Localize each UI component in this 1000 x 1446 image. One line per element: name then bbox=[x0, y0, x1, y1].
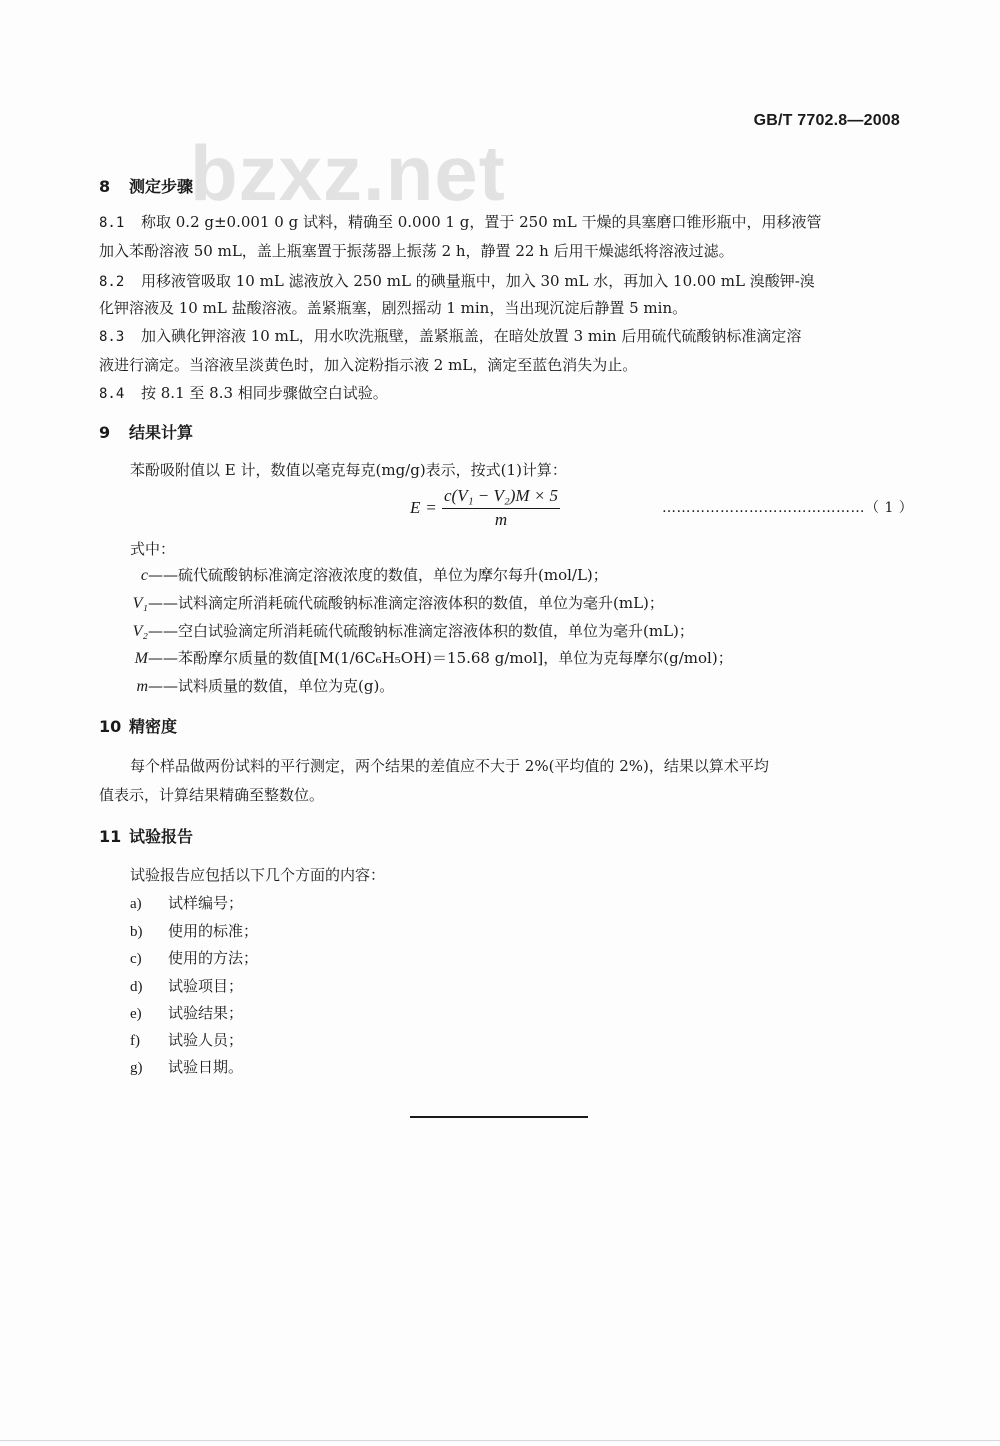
clause-number: 8.2 bbox=[99, 274, 125, 290]
clause-8-4 bbox=[99, 382, 388, 403]
list-marker: e) bbox=[130, 1006, 142, 1022]
list-marker: d) bbox=[130, 979, 143, 995]
definition-symbol: V₁ bbox=[132, 595, 148, 612]
end-of-standard-rule bbox=[410, 1116, 588, 1118]
section-number: 8 bbox=[99, 177, 111, 196]
definition-text: ——空白试验滴定所消耗硫代硫酸钠标准滴定溶液体积的数值，单位为毫升(mL)； bbox=[148, 622, 694, 640]
list-marker: a) bbox=[130, 896, 142, 912]
formula-denominator: m bbox=[494, 510, 508, 529]
list-item bbox=[130, 975, 243, 996]
list-text: 试样编号； bbox=[168, 894, 244, 912]
report-intro: 试验报告应包括以下几个方面的内容： bbox=[130, 866, 386, 884]
clause-text: 加入碘化钾溶液 10 mL，用水吹洗瓶壁，盖紧瓶盖，在暗处放置 3 min 后用硫代硫酸钠标准滴定溶 bbox=[141, 327, 802, 345]
definition-c bbox=[118, 564, 608, 585]
definition-molar-mass bbox=[118, 647, 733, 668]
list-text: 使用的标准； bbox=[168, 922, 259, 940]
formula-fraction bbox=[442, 486, 560, 530]
clause-8-1-line-2: 加入苯酚溶液 50 mL，盖上瓶塞置于振荡器上振荡 2 h，静置 22 h 后用干燥滤纸将溶液过滤。 bbox=[99, 242, 734, 260]
list-marker: b) bbox=[130, 924, 143, 940]
definition-symbol: V₂ bbox=[132, 623, 148, 640]
clause-number: 8.3 bbox=[99, 329, 125, 345]
clause-text: 用移液管吸取 10 mL 滤液放入 250 mL 的碘量瓶中，加入 30 mL 水，再加入 10.00 mL 溴酸钾-溴 bbox=[141, 272, 815, 290]
formula-1 bbox=[410, 486, 560, 530]
list-text: 试验日期。 bbox=[168, 1058, 244, 1076]
clause-8-3-line-2: 液进行滴定。当溶液呈淡黄色时，加入淀粉指示液 2 mL，滴定至蓝色消失为止。 bbox=[99, 356, 638, 374]
definition-symbol: c bbox=[140, 567, 148, 584]
list-item bbox=[130, 892, 243, 913]
list-item bbox=[130, 920, 258, 941]
clause-number: 8.1 bbox=[99, 215, 125, 231]
clause-text: 按 8.1 至 8.3 相同步骤做空白试验。 bbox=[141, 384, 388, 402]
list-text: 试验人员； bbox=[168, 1031, 244, 1049]
list-marker: g) bbox=[130, 1060, 143, 1076]
clause-number: 8.4 bbox=[99, 386, 125, 402]
standard-code: GB/T 7702.8—2008 bbox=[753, 112, 900, 129]
precision-line-1: 每个样品做两份试料的平行测定，两个结果的差值应不大于 2%(平均值的 2%)，结果以算术平均 bbox=[130, 757, 769, 775]
section-11-heading bbox=[99, 824, 193, 847]
section-9-heading bbox=[99, 420, 193, 443]
section-title: 结果计算 bbox=[129, 423, 194, 442]
definition-text: ——硫代硫酸钠标准滴定溶液浓度的数值，单位为摩尔每升(mol/L)； bbox=[148, 566, 608, 584]
clause-text: 称取 0.2 g±0.001 0 g 试料，精确至 0.000 1 g，置于 250 mL 干燥的具塞磨口锥形瓶中，用移液管 bbox=[141, 213, 822, 231]
page-bottom-edge bbox=[0, 1440, 1000, 1441]
formula-equals: = bbox=[426, 498, 436, 517]
definition-symbol: M bbox=[134, 650, 148, 667]
section-number: 11 bbox=[99, 827, 122, 846]
section-10-heading bbox=[99, 714, 177, 737]
list-item bbox=[130, 947, 258, 968]
definition-v1 bbox=[118, 592, 664, 613]
where-label: 式中： bbox=[130, 540, 176, 558]
clause-8-1-line-1 bbox=[99, 211, 821, 232]
formula-lhs: E bbox=[410, 498, 421, 517]
section-title: 试验报告 bbox=[129, 827, 194, 846]
section-title: 测定步骤 bbox=[129, 177, 194, 196]
list-text: 试验项目； bbox=[168, 977, 244, 995]
clause-8-2-line-1 bbox=[99, 270, 815, 291]
formula-numerator: c(V₁ − V₂)M × 5 bbox=[442, 486, 560, 509]
list-marker: f) bbox=[130, 1033, 140, 1049]
list-item bbox=[130, 1029, 243, 1050]
precision-line-2: 值表示，计算结果精确至整数位。 bbox=[99, 786, 325, 804]
definition-text: ——试料质量的数值，单位为克(g)。 bbox=[148, 677, 395, 695]
definition-text: ——试料滴定所消耗硫代硫酸钠标准滴定溶液体积的数值，单位为毫升(mL)； bbox=[148, 594, 664, 612]
watermark: bzxz.net bbox=[190, 129, 506, 217]
definition-text: ——苯酚摩尔质量的数值[M(1/6C₆H₅OH)＝15.68 g/mol]，单位为克每摩尔(g/mol)； bbox=[148, 649, 733, 667]
list-item bbox=[130, 1056, 243, 1077]
definition-symbol: m bbox=[136, 678, 148, 695]
section-number: 9 bbox=[99, 423, 111, 442]
definition-v2 bbox=[118, 620, 694, 641]
formula-reference: ……………………………………（ 1 ） bbox=[662, 500, 914, 516]
list-text: 试验结果； bbox=[168, 1004, 244, 1022]
section-title: 精密度 bbox=[129, 717, 178, 736]
list-item bbox=[130, 1002, 243, 1023]
clause-8-2-line-2: 化钾溶液及 10 mL 盐酸溶液。盖紧瓶塞，剧烈摇动 1 min，当出现沉淀后静置 5 min。 bbox=[99, 299, 688, 317]
section-number: 10 bbox=[99, 717, 122, 736]
list-text: 使用的方法； bbox=[168, 949, 259, 967]
clause-8-3-line-1 bbox=[99, 325, 801, 346]
list-marker: c) bbox=[130, 951, 142, 967]
section-8-heading bbox=[99, 174, 193, 197]
definition-mass bbox=[118, 675, 394, 696]
calc-intro: 苯酚吸附值以 E 计，数值以毫克每克(mg/g)表示，按式(1)计算： bbox=[130, 461, 567, 479]
